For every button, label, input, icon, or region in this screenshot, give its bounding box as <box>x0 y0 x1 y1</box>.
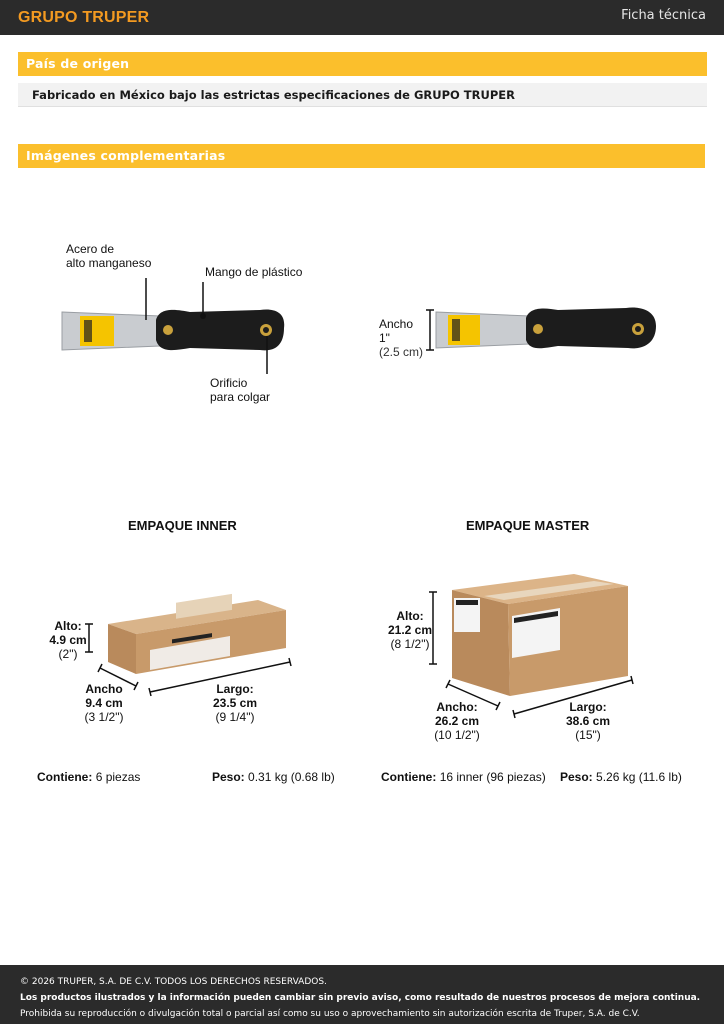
label-width-3: (2.5 cm) <box>379 345 424 359</box>
inner-contiene-label: Contiene: <box>37 770 93 784</box>
label-handle: Mango de plástico <box>205 265 303 279</box>
doc-type-label: Ficha técnica <box>621 8 706 23</box>
master-contiene-label: Contiene: <box>381 770 437 784</box>
images-heading: Imágenes complementarias <box>18 144 705 168</box>
master-ancho-cm: 26.2 cm <box>434 714 480 728</box>
origin-heading: País de origen <box>18 52 707 76</box>
inner-alto-cm: 4.9 cm <box>49 633 87 647</box>
inner-peso-label: Peso: <box>212 770 245 784</box>
master-peso <box>560 770 682 784</box>
master-largo-label: Largo: <box>569 700 607 714</box>
master-contiene-value: 16 inner (96 piezas) <box>439 770 546 784</box>
master-ancho-label: Ancho: <box>436 700 478 714</box>
origin-text: Fabricado en México bajo las estrictas especificaciones de GRUPO TRUPER <box>18 83 707 107</box>
label-hole-1: Orificio <box>210 376 248 390</box>
top-bar <box>0 0 724 35</box>
footer <box>0 965 724 1024</box>
label-hole-2: para colgar <box>210 390 271 404</box>
label-width-2: 1" <box>379 331 390 345</box>
inner-alto-label: Alto: <box>54 619 82 633</box>
label-width-1: Ancho <box>379 317 414 331</box>
inner-ancho-cm: 9.4 cm <box>85 696 123 710</box>
master-contiene <box>381 770 546 784</box>
inner-ancho-in: (3 1/2") <box>84 710 124 724</box>
inner-largo-in: (9 1/4") <box>215 710 255 724</box>
footer-copyright: © 2026 TRUPER, S.A. DE C.V. TODOS LOS DERECHOS RESERVADOS. <box>20 977 327 987</box>
master-peso-label: Peso: <box>560 770 593 784</box>
label-steel-1: Acero de <box>66 242 115 256</box>
master-title: EMPAQUE MASTER <box>466 518 590 533</box>
footer-legal: Prohibida su reproducción o divulgación total o parcial así como su uso o aprovechamiento sin autorización escrita de Truper, S.A. de C.V. <box>20 1009 640 1019</box>
brand-logo: GRUPO TRUPER <box>18 9 150 26</box>
inner-contiene-value: 6 piezas <box>95 770 141 784</box>
inner-peso <box>212 770 335 784</box>
master-ancho-in: (10 1/2") <box>434 728 480 742</box>
label-steel-2: alto manganeso <box>66 256 152 270</box>
inner-largo-label: Largo: <box>216 682 254 696</box>
inner-ancho-label: Ancho <box>85 682 123 696</box>
master-box-image <box>424 572 640 718</box>
inner-contiene <box>37 770 140 784</box>
inner-peso-value: 0.31 kg (0.68 lb) <box>248 770 335 784</box>
inner-alto-in: (2") <box>58 647 78 661</box>
master-alto-label: Alto: <box>396 609 424 623</box>
master-largo-cm: 38.6 cm <box>565 714 611 728</box>
scraper-image-width <box>426 300 662 360</box>
master-peso-value: 5.26 kg (11.6 lb) <box>596 770 682 784</box>
master-alto-in: (8 1/2") <box>390 637 430 651</box>
footer-notice: Los productos ilustrados y la información pueden cambiar sin previo aviso, como resultado de nuestros procesos de mejora continua. <box>20 993 701 1003</box>
master-largo-in: (15") <box>575 728 601 742</box>
master-alto-cm: 21.2 cm <box>387 623 433 637</box>
inner-largo-cm: 23.5 cm <box>212 696 258 710</box>
inner-title: EMPAQUE INNER <box>128 518 237 533</box>
